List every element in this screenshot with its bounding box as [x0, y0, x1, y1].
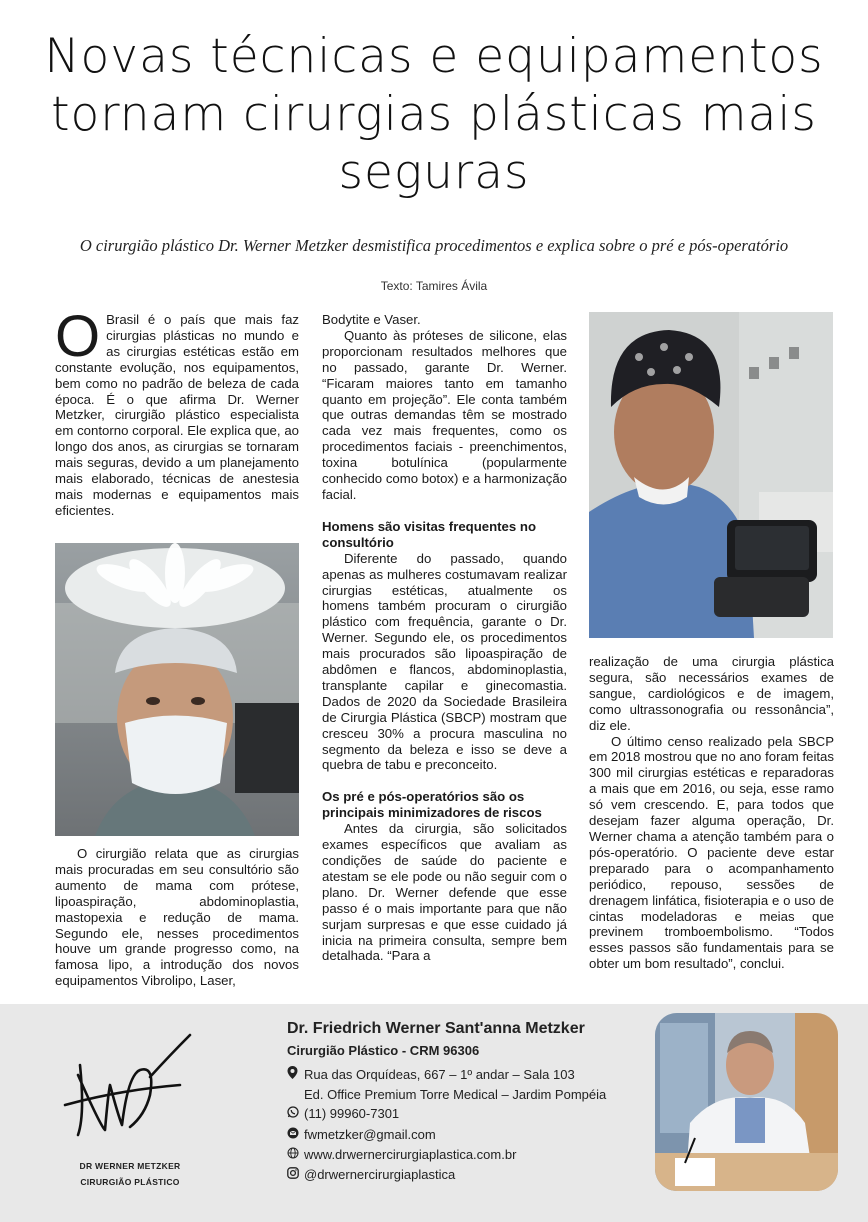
section-heading-men: Homens são visitas frequentes no consultório [322, 518, 536, 550]
doctor-portrait-photo [655, 1013, 838, 1191]
address-line-2: Ed. Office Premium Torre Medical – Jardim Pompéia [304, 1087, 607, 1102]
column-1-bottom [55, 846, 299, 989]
paragraph-intro: O Brasil é o país que mais faz cirurgias plásticas no mundo e as cirurgias estéticas estão em constante evolução, nos equipamentos, bem como no padrão de beleza de cada época. É o que afirma Dr. Werner Metzker, cirurgião plástico especialista em contorno corporal. Ele explica que, ao longo dos anos, as cirurgias se tornaram mais seguras, devido a um planejamento mais elaborado, técnicas de anestesia mais modernas e equipamentos mais eficientes. [55, 304, 299, 518]
paragraph-procedures: O cirurgião relata que as cirurgias mais procuradas em seu consultório são aumento de mama com prótese, lipoaspiração, abdominoplastia, mastopexia e redução de mama. Segundo ele, nesses procedimentos houve um grande progresso como, na famosa lipo, a introdução dos novos equipamentos Vibrolipo, Laser, [55, 846, 299, 989]
email-contact[interactable]: fwmetzker@gmail.com [287, 1127, 436, 1142]
article-title: Novas técnicas e equipamentos tornam cirurgias plásticas mais seguras [44, 29, 824, 200]
article-byline: Texto: Tamires Ávila [380, 279, 488, 293]
email-icon [287, 1127, 301, 1142]
paragraph-census: O último censo realizado pela SBCP em 2018 mostrou que no ano foram feitas 300 mil cirurgias estéticas e reparadoras a mais que em 2016, ou seja, esse ramo só vem crescendo. E, para todos que desejam fazer alguma operação, Dr. Werner chama a atenção também para o pós-operatório. O paciente deve estar preparado para o acompanhamento periódico, repouso, sessões de drenagem linfática, fisioterapia e o uso de cintas modeladoras e meias que previnem tromboembolismo. “Todos esses passos são fundamentais para se obter um bom resultado”, conclui. [589, 733, 834, 972]
drop-cap: O [55, 304, 101, 369]
column-2: Bodytite e Vaser. Quanto às próteses de silicone, elas proporcionam resultados melhores que no passado, garante Dr. Werner. “Ficaram maiores tanto em tamanho quanto em projeção”. Ele conta também que outras demandas têm se mostrado cada vez mais frequentes, como os procedimentos faciais - preenchimentos, toxina botulínica (popularmente conhecido como botox) e a harmonização facial. Homens são visitas frequentes no consultório Diferente do passado, quando apenas as mulheres costumavam realizar cirurgias estéticas, atualmente os homens também procuram o cirurgião plástico com frequência, garante o Dr. Werner. Segundo ele, os procedimentos mais procurados são lipoaspiração de abdômen e flancos, abdominoplastia, transplante capilar e ginecomastia. Dados de 2020 da Sociedade Brasileira de Cirurgia Plástica (SBCP) mostram que cresceu 30% a procura masculina no segmento da beleza e isso se deve a quebra de tabu e preconceito. Os pré e pós-operatórios são os principais minimizadores de riscos Antes da cirurgia, são solicitados exames específicos que avaliam as condições de saúde do paciente e atestam se ele pode ou não seguir com o plano. Dr. Werner defende que esse passo é o mais importante para que não surjam surpresas e que esse cuidado já inicia na primeira consulta, sempre bem detalhada. “Para a [322, 312, 567, 964]
location-pin-icon [287, 1066, 301, 1082]
section-heading-pre-post-op: Os pré e pós-operatórios são os principais minimizadores de riscos [322, 789, 542, 821]
paragraph-men: Diferente do passado, quando apenas as mulheres costumavam realizar cirurgias estéticas, atualmente os homens também procuram o cirurgião plástico com frequência, garante o Dr. Werner. Segundo ele, os procedimentos mais procurados são lipoaspiração de abdômen e flancos, abdominoplastia, transplante capilar e ginecomastia. Dados de 2020 da Sociedade Brasileira de Cirurgia Plástica (SBCP) mostram que cresceu 30% a procura masculina no segmento da beleza e isso se deve a quebra de tabu e preconceito. [322, 550, 567, 773]
whatsapp-icon [287, 1106, 301, 1121]
surgeon-with-device-image [589, 312, 833, 638]
surgeon-selfie-image [55, 543, 299, 836]
surgeon-operating-room-photo [55, 543, 299, 836]
address-line-1: Rua das Orquídeas, 667 – 1º andar – Sala 103 [287, 1066, 575, 1082]
column-3 [589, 654, 834, 972]
paragraph-pre-op: Antes da cirurgia, são solicitados exames específicos que avaliam as condições de saúde do paciente e atestam se ele pode ou não seguir com o plano. Dr. Werner defende que esse passo é o mais importante para que não surjam surpresas e que esse cuidado já inicia na primeira consulta, sempre bem detalhada. “Para a [322, 821, 567, 964]
signature-logo [60, 1015, 200, 1155]
surgeon-bodytite-photo [589, 312, 833, 638]
signature-caption-name: DR WERNER METZKER [79, 1161, 181, 1171]
globe-icon [287, 1147, 301, 1162]
column-1-top [55, 304, 299, 519]
article-subtitle: O cirurgião plástico Dr. Werner Metzker desmistifica procedimentos e explica sobre o pré e pós-operatório [79, 236, 789, 255]
instagram-icon [287, 1167, 301, 1182]
instagram-contact[interactable]: @drwernercirurgiaplastica [287, 1167, 455, 1182]
signature-caption-role: CIRURGIÃO PLÁSTICO [80, 1177, 180, 1187]
phone-contact[interactable]: (11) 99960-7301 [287, 1106, 399, 1121]
website-contact[interactable]: www.drwernercirurgiaplastica.com.br [287, 1147, 516, 1162]
doctor-name: Dr. Friedrich Werner Sant'anna Metzker [287, 1020, 585, 1037]
paragraph-implants: Quanto às próteses de silicone, elas proporcionam resultados melhores que no passado, garante Dr. Werner. “Ficaram maiores tanto em tamanho quanto em projeção”. Ele conta também que outras demandas têm se mostrado cada vez mais frequentes, como os procedimentos faciais - preenchimentos, toxina botulínica (popularmente conhecido como botox) e a harmonização facial. [322, 327, 567, 502]
paragraph-exams: realização de uma cirurgia plástica segura, são necessários exames de sangue, cardiológicos e de imagem, como ultrassonografia ou ressonância”, diz ele. [589, 654, 834, 733]
doctor-crm: Cirurgião Plástico - CRM 96306 [287, 1043, 480, 1058]
doctor-at-desk-image [655, 1013, 838, 1191]
